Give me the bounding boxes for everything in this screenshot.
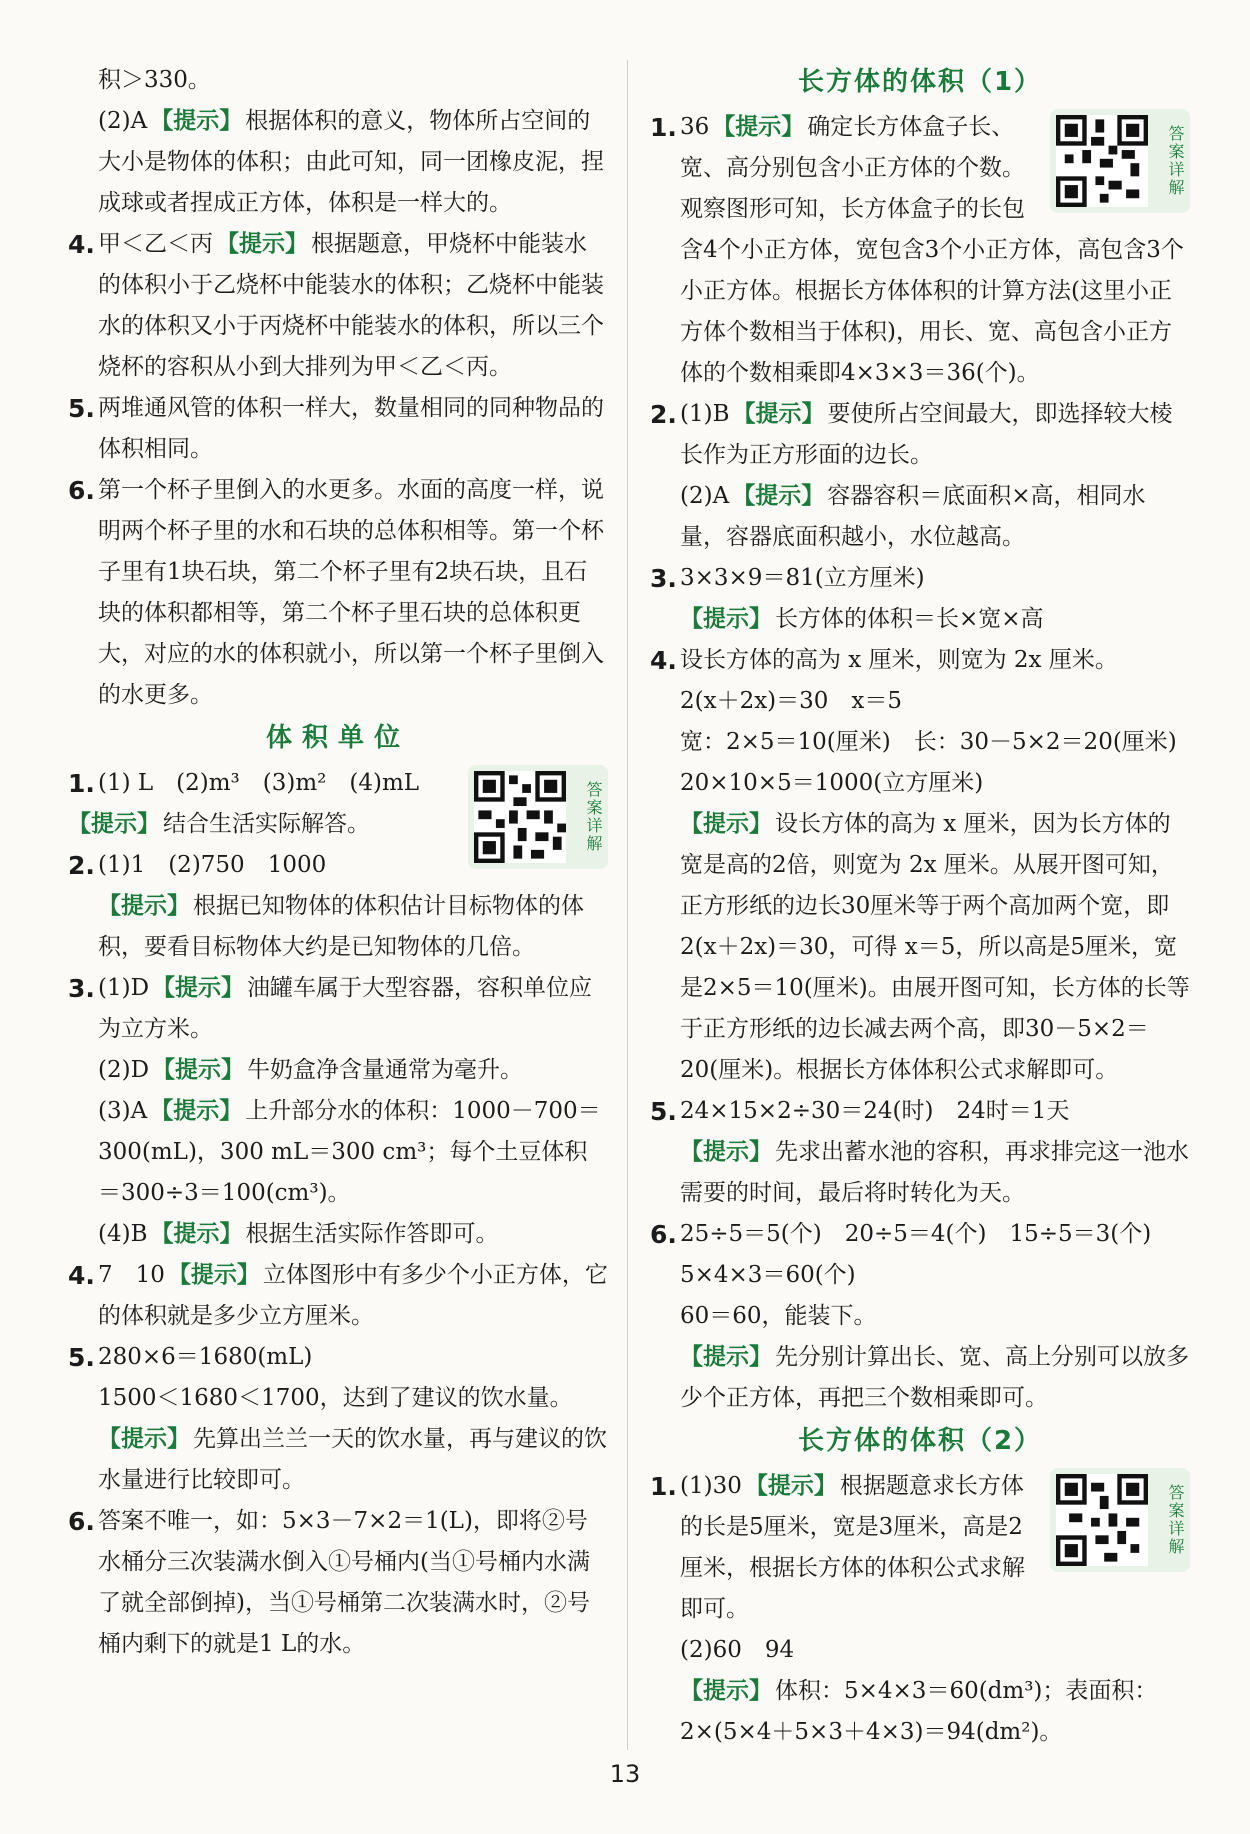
hint-label: 【提示】	[152, 1057, 245, 1083]
answer-v6: 6. 答案不唯一，如：5×3－7×2＝1(L)，即将②号水桶分三次装满水倒入①号桶内(当①号桶内水满了就全部倒掉)，当①号桶第二次装满水时，②号桶内剩下的就是1 L的水。	[68, 1507, 590, 1657]
qr-label: 答案详解	[1166, 125, 1185, 197]
section-title-cuboid-volume-1: 长方体的体积（1）	[797, 67, 1043, 97]
hint-label: 【提示】	[680, 1139, 772, 1165]
answer-v3: 3. (1)D 【提示】 油罐车属于大型容器，容积单位应为立方米。 (2)D 【提示】 牛奶盒净含量通常为毫升。 (3)A 【提示】 上升部分水的体积：1000－700＝300(mL)，300 mL＝300 cm³；每个土豆体积＝300÷3＝100(cm³)。 (4)B 【提示】 根据生活实际作答即可。	[68, 974, 601, 1247]
page-number: 13	[609, 1760, 641, 1788]
right-column	[650, 60, 1190, 1753]
answer-5: 5. 两堆通风管的体积一样大，数量相同的同种物品的体积相同。	[68, 394, 604, 462]
hint-label: 【提示】	[680, 811, 772, 837]
answer-r4: 4. 设长方体的高为 x 厘米，则宽为 2x 厘米。 2(x＋2x)＝30 x＝5 宽：2×5＝10(厘米) 长：30－5×2＝20(厘米) 20×10×5＝1000(立方厘米) 【提示】 设长方体的高为 x 厘米，因为长方体的宽是高的2倍，则宽为 2x 厘米。从展开图可知，正方形纸的边长30厘米等于两个高加两个宽，即2(x＋2x)＝30，可得 x＝5，所以高是5厘米，宽是2×5＝10(厘米)。由展开图可知，长方体的长等于正方形纸的边长减去两个高，即30－5×2＝20(厘米)。根据长方体体积公式求解即可。	[650, 646, 1190, 1083]
hint-label: 【提示】	[150, 108, 243, 134]
answer-r1: 答案详解 1. 36 【提示】 确定长方体盒子长、宽、高分别包含小正方体的个数。观察图形可知，长方体盒子的长包含4个小正方体，宽包含3个小正方体，高包含3个小正方体。根据长方体体积的计算方法(这里小正方体个数相当于体积)，用长、宽、高包含小正方体的个数相乘即4×3×3＝36(个)。	[650, 107, 1190, 394]
hint-label: 【提示】	[680, 606, 772, 632]
hint-label: 【提示】	[680, 1678, 772, 1704]
answer-p1: (2)A 【提示】 根据体积的意义，物体所占空间的大小是物体的体积；由此可知，同一团橡皮泥，捏成球或者捏成正方体，体积是一样大的。	[98, 108, 604, 216]
column-divider	[627, 60, 628, 1750]
qr-icon	[1056, 115, 1148, 207]
qr-code[interactable]	[1050, 109, 1190, 213]
answer-v2: 2. (1)1 (2)750 1000 【提示】 根据已知物体的体积估计目标物体的体积，要看目标物体大约是已知物体的几倍。	[68, 851, 584, 960]
hint-label: 【提示】	[744, 1473, 837, 1499]
hint-label: 【提示】	[216, 231, 308, 257]
hint-label: 【提示】	[712, 114, 805, 140]
left-column	[68, 60, 608, 1665]
hint-label: 【提示】	[152, 975, 245, 1001]
qr-icon	[1056, 1474, 1148, 1566]
qr-label: 答案详解	[1166, 1484, 1185, 1556]
hint-label: 【提示】	[98, 893, 190, 919]
section-title-volume-units: 体积单位	[265, 723, 410, 753]
hint-label: 【提示】	[680, 1344, 772, 1370]
answer-r3: 3. 3×3×9＝81(立方厘米) 【提示】 长方体的体积＝长×宽×高	[650, 564, 1044, 632]
answer-6: 6. 第一个杯子里倒入的水更多。水面的高度一样，说明两个杯子里的水和石块的总体积相等。第一个杯子里有1块石块，第二个杯子里有2块石块，且石块的体积都相等，第二个杯子里石块的总体积更大，对应的水的体积就小，所以第一个杯子里倒入的水更多。	[68, 476, 604, 708]
hint-label: 【提示】	[68, 811, 160, 837]
hint-label: 【提示】	[732, 401, 825, 427]
section-title-cuboid-volume-2: 长方体的体积（2）	[797, 1426, 1043, 1456]
answer-r6: 6. 25÷5＝5(个) 20÷5＝4(个) 15÷5＝3(个) 5×4×3＝60(个) 60＝60，能装下。 【提示】 先分别计算出长、宽、高上分别可以放多少个正方体，再把三个数相乘即可。	[650, 1220, 1189, 1411]
answer-v5: 5. 280×6＝1680(mL) 1500＜1680＜1700，达到了建议的饮水量。 【提示】 先算出兰兰一天的饮水量，再与建议的饮水量进行比较即可。	[68, 1343, 607, 1493]
hint-label: 【提示】	[150, 1098, 243, 1124]
hint-label: 【提示】	[150, 1221, 243, 1247]
hint-label: 【提示】	[167, 1262, 260, 1288]
intro-line: 积＞330。	[98, 67, 211, 93]
answer-r2: 2. (1)B 【提示】 要使所占空间最大，即选择较大棱长作为正方形面的边长。 (2)A 【提示】 容器容积＝底面积×高，相同水量，容器底面积越小，水位越高。	[650, 400, 1173, 550]
answer-r5: 5. 24×15×2÷30＝24(时) 24时＝1天 【提示】 先求出蓄水池的容积，再求排完这一池水需要的时间，最后将时转化为天。	[650, 1097, 1189, 1206]
answer-v1: 答案详解 1. (1) L (2)m³ (3)m² (4)mL 【提示】 结合生活实际解答。	[68, 763, 608, 845]
hint-label: 【提示】	[98, 1426, 190, 1452]
answer-v4: 4. 7 10 【提示】 立体图形中有多少个小正方体，它的体积就是多少立方厘米。	[68, 1261, 608, 1329]
answer-t1: 答案详解 1. (1)30 【提示】 根据题意求长方体的长是5厘米，宽是3厘米，高是2厘米，根据长方体的体积公式求解即可。 (2)60 94 【提示】 体积：5×4×3＝60(dm³)；表面积：2×(5×4＋5×3＋4×3)＝94(dm²)。	[650, 1466, 1190, 1753]
qr-code[interactable]	[1050, 1468, 1190, 1572]
answer-4: 4. 甲＜乙＜丙 【提示】 根据题意，甲烧杯中能装水的体积小于乙烧杯中能装水的体积；乙烧杯中能装水的体积又小于丙烧杯中能装水的体积，所以三个烧杯的容积从小到大排列为甲＜乙＜丙。	[68, 230, 604, 380]
hint-label: 【提示】	[732, 483, 825, 509]
qr-label: 答案详解	[584, 781, 603, 853]
